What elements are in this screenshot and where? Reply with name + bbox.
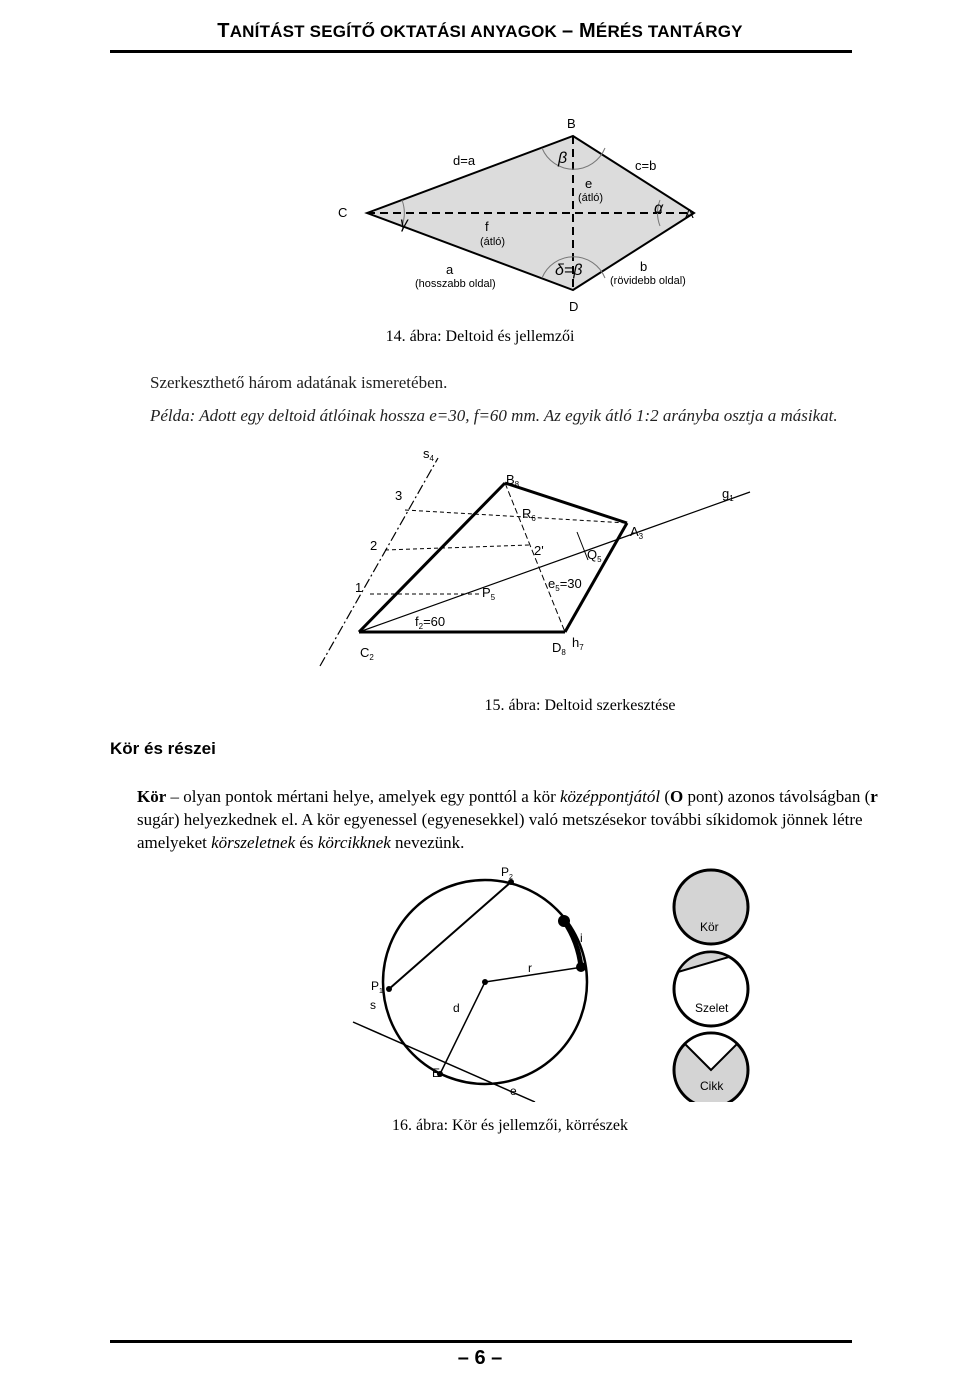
label-C: C — [338, 205, 348, 220]
label-e-sub: (átló) — [578, 192, 604, 204]
figure-15-caption: 15. ábra: Deltoid szerkesztése — [484, 697, 676, 714]
figure-14-deltoid — [280, 108, 770, 318]
label-i: i — [580, 931, 583, 945]
label-gamma: γ — [400, 215, 408, 232]
section-heading: Kör és részei — [110, 739, 216, 758]
label-A3: $A_3$ — [630, 524, 644, 541]
label-szelet: Szelet — [695, 1001, 729, 1015]
label-E: E — [432, 1066, 441, 1080]
label-cikk: Cikk — [700, 1079, 724, 1093]
label-s: s — [370, 998, 376, 1012]
label-g1: $g_1$ — [722, 486, 734, 503]
label-b-sub: (rövidebb oldal) — [610, 275, 686, 287]
figure-16-circle — [345, 862, 765, 1102]
label-a-sub: (hosszabb oldal) — [415, 278, 496, 290]
label-C2: $C_2$ — [360, 645, 374, 662]
page-number: – 6 – — [457, 1347, 503, 1369]
label-h7: $h_7$ — [572, 635, 584, 652]
label-e: e — [585, 176, 593, 191]
label-f: f — [485, 219, 489, 234]
label-B: B — [567, 116, 576, 131]
label-delta-eq-beta: δ=β — [555, 262, 583, 279]
label-c-eq-b: c=b — [635, 158, 657, 173]
label-kor: Kör — [700, 920, 719, 934]
label-A: A — [685, 206, 694, 221]
label-alpha: α — [654, 200, 664, 217]
label-D: D — [569, 299, 579, 314]
label-r: r — [528, 961, 532, 975]
footer-rule — [110, 1340, 852, 1343]
figure-15-construction — [310, 440, 780, 685]
label-d-eq-a: d=a — [453, 153, 476, 168]
label-f2-60: $f_2=60$ — [415, 614, 446, 631]
label-Q5: $Q_5$ — [587, 547, 602, 564]
label-B8: $B_8$ — [506, 472, 520, 489]
label-P1: $P_1$ — [371, 979, 383, 995]
label-d: d — [453, 1001, 460, 1015]
paragraph-example: Példa: Adott egy deltoid átlóinak hossza e=30, f=60 mm. Az egyik átló 1:2 arányba osztja a másikat. — [150, 406, 838, 425]
label-D8: $D_8$ — [552, 640, 566, 657]
document-header: TANÍTÁST SEGÍTŐ OKTATÁSI ANYAGOK – MÉRÉS TANTÁRGY — [217, 20, 743, 42]
label-beta: β — [558, 150, 568, 167]
label-R6: $R_6$ — [522, 506, 536, 523]
label-e5-30: $e_5=30$ — [548, 576, 582, 593]
label-mark-3: 3 — [395, 488, 403, 503]
label-b: b — [640, 259, 648, 274]
paragraph-construction-note: Szerkeszthető három adatának ismeretében. — [150, 373, 448, 392]
label-e: e — [510, 1084, 517, 1098]
label-s4: $s_4$ — [423, 446, 434, 463]
section-paragraph: Kör – olyan pontok mértani helye, amelyek egy ponttól a kör középpontjától (O pont) azonos távolságban (r sugár) helyezkednek el. A kör egyenessel (egyenesekkel) való metszésekor további síkidomok jönnek létre amelyeket körszeletnek és körcikknek nevezünk. — [137, 787, 878, 852]
label-mark-1: 1 — [355, 580, 363, 595]
figure-16-caption: 16. ábra: Kör és jellemzői, körrészek — [392, 1117, 628, 1134]
label-P5: $P_5$ — [482, 585, 496, 602]
label-P2: $P_2$ — [501, 865, 513, 881]
label-2-prime: 2' — [534, 543, 544, 558]
label-mark-2: 2 — [370, 538, 378, 553]
figure-14-caption: 14. ábra: Deltoid és jellemzői — [385, 328, 575, 345]
header-rule — [110, 50, 852, 53]
label-f-sub: (átló) — [480, 236, 506, 248]
label-a: a — [446, 262, 454, 277]
